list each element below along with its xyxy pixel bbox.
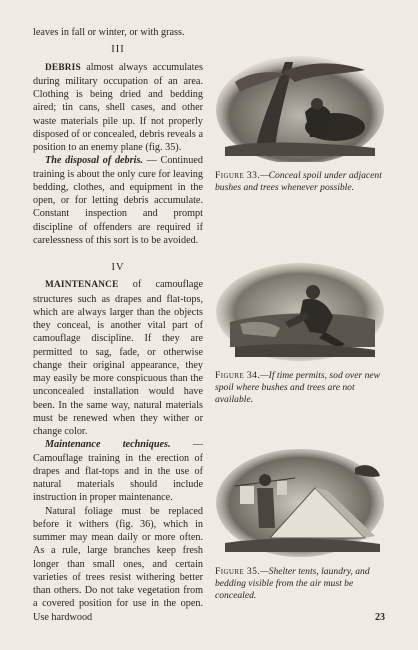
disposal-subheading: The disposal of debris. <box>45 155 143 167</box>
debris-text: almost always accumulates during military occupation of an area. Clothing is being dried and bedding aired; tin cans, shell cases, and other waste materials pile up. If not properly disposed of or concealed, debris reveals a position to an enemy plane (fig. 35). <box>33 61 203 153</box>
figure-34 <box>215 262 385 406</box>
paragraph-techniques <box>33 438 203 504</box>
body-text-column <box>33 26 203 624</box>
section-number-3: III <box>111 44 125 56</box>
figure-34-caption: Figure 34.—If time permits, sod over new spoil where bushes and trees are not available. <box>215 370 381 405</box>
figure-33 <box>215 52 385 194</box>
soldier-hanging-laundry-illustration <box>215 448 385 558</box>
figure-35-caption: Figure 35.—Shelter tents, laundry, and bedding visible from the air must be concealed. <box>215 566 370 601</box>
paragraph-disposal <box>33 154 203 247</box>
section-number-4: IV <box>111 262 125 273</box>
page-number: 23 <box>375 612 385 623</box>
paragraph-debris <box>33 61 203 155</box>
soldier-laying-sod-illustration <box>215 262 385 362</box>
disposal-text: — Continued training is about the only cure for leaving bedding, clothes, and equipment in the open, or for letting debris accumulate. Constant inspection and prompt discipline of offenders are required if carelessness of this sort is to be avoided. <box>33 155 203 246</box>
paragraph-maintenance <box>33 278 203 438</box>
debris-lead-word: DEBRIS <box>45 62 81 73</box>
maintenance-lead-word: MAINTENANCE <box>45 280 119 291</box>
techniques-text: — Camouflage training in the erection of drapes and flat-tops and in the use of natural materials should include instruction in proper maintenance. <box>33 439 203 504</box>
paragraph-continuation: leaves in fall or winter, or with grass. <box>33 27 185 38</box>
figure-35 <box>215 448 385 602</box>
soldier-under-tree-illustration <box>215 52 385 162</box>
figure-33-caption: Figure 33.—Conceal spoil under adjacent bushes and trees whenever possible. <box>215 170 382 193</box>
techniques-subheading: Maintenance techniques. <box>45 439 171 451</box>
maintenance-text: of camouflage structures such as drapes and flat-tops, which are always larger than the objects they conceal, is another vital part of camouflage discipline. If they are permitted to sag, fade, or otherwise change their original appearance, they may easily be more conspicuous than the unconcealed installation would have been. In the same way, natural materials must be renewed when they wither or change color. <box>33 279 203 437</box>
paragraph-foliage: Natural foliage must be replaced before it withers (fig. 36), which in summer may mean daily or more often. As a rule, large branches keep fresh longer than small ones, and certain varieties of trees resist withering better than others. Do not take vegetation from a covered position for use in the open. Use hardwood <box>33 505 203 623</box>
